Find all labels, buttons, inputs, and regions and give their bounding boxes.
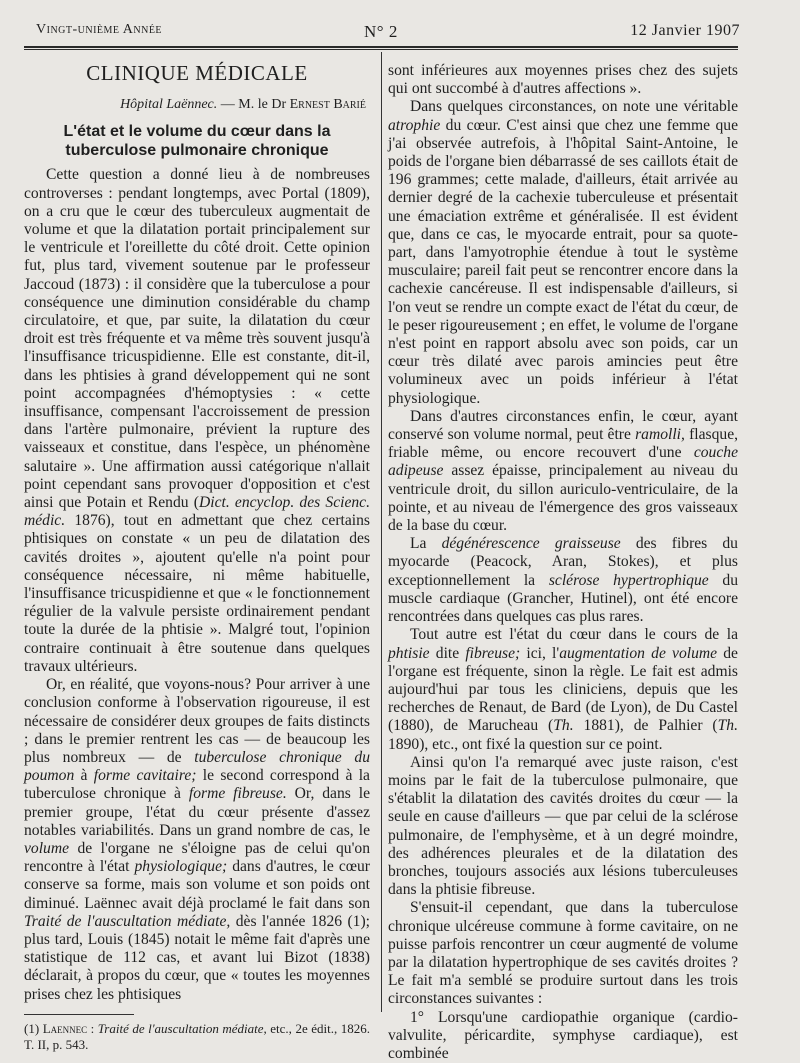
paragraph: 1° Lorsqu'une cardiopathie organique (cardio-valvulite, péricardite, symphyse cardiaque), est combinée — [388, 1008, 738, 1062]
header-volume: Vingt-unième Année — [36, 22, 163, 37]
paragraph: La dégénérescence graisseuse des fibres du myocarde (Peacock, Aran, Stokes), et plus exceptionnellement la sclérose hypertrophique du muscle cardiaque (Grancher, Hutinel), ont été encore rencontrées dans quelques cas plus rares. — [388, 535, 739, 626]
header-date: 12 Janvier 1907 — [630, 22, 740, 39]
paragraph: S'ensuit-il cependant, que dans la tuberculose chronique ulcéreuse commune à forme cavitaire, on ne puisse parfois rencontrer un cœur augmenté de volume par la dilatation hypertrophique de ses cavités droites ? Le fait m'a semblé se produire surtout dans les trois circonstances suivantes : — [388, 899, 738, 1008]
paragraph: Tout autre est l'état du cœur dans le cours de la phtisie dite fibreuse; ici, l'augmentation de volume de l'organe est fréquente, sinon la règle. Le fait est admis aujourd'hui par tous les cliniciens, depuis que les recherches de Renaut, de Bard (de Lyon), de Du Castel (1880), de Marucheau (Th. 1881), de Palhier (Th. 1890), etc., ont fixé la question sur ce point. — [388, 626, 738, 753]
header-rule — [24, 46, 738, 48]
paragraph: sont inférieures aux moyennes prises chez des sujets qui ont succombé à d'autres affections ». — [388, 62, 738, 98]
byline-author: Ernest Barié — [289, 97, 366, 113]
paragraph: Cette question a donné lieu à de nombreuses controverses : pendant longtemps, avec Portal (1809), on a cru que le cœur des tuberculeux augmentait de volume et que la dilatation portait principalement sur le ventricule et l'oreillette du côté droit. Cette opinion fut, plus tard, vivement soutenue par le professeur Jaccoud (1873) : il considère que la tuberculose a pour conséquence une diminution considérable du champ circulatoire, et que, par suite, la dilatation du cœur droit est très fréquente et va même très souvent jusqu'à l'insuffisance tricuspidienne. Elle est constante, dit-il, dans les phtisies à grand développement qui ne sont point accompagnées d'hémoptysies : « cette insuffisance, compensant l'accroissement de pression dans l'artère pulmonaire, prévient la rupture des vaisseaux et constitue, dans l'espèce, un phénomène salutaire ». Une affirmation aussi catégorique n'allait point cependant sans provoquer d'opposition et c'est ainsi que Potain et Rendu (Dict. encyclop. des Scienc. médic. 1876), tout en admettant que chez certains phtisiques on constate « un peu de dilatation des cavités droites », ajoutent qu'elle n'a point pour conséquence nécessaire, ni même habituelle, l'insuffisance tricuspidienne et que « le fonctionnement régulier de la valvule persiste ordinairement pendant toute la durée de la phtisie ». Malgré tout, l'opinion contraire continuait à être soutenue dans quelques travaux ultérieurs. — [24, 166, 370, 675]
paragraph: Dans quelques circonstances, on note une véritable atrophie du cœur. C'est ainsi que chez une femme que j'ai observée autrefois, à l'hôpital Saint-Antoine, le poids de l'organe bien débarrassé de ses caillots était de 196 grammes; cette malade, d'ailleurs, était arrivée au dernier degré de la cachexie tuberculeuse et présentait une émaciation extrême et généralisée. Il est évident que, dans ce cas, le myocarde entrait, pour sa quote-part, dans l'amyotrophie étendue à tout le système musculaire; pareil fait peut se rencontrer encore dans la cachexie cancéreuse. Il est indispensable d'ailleurs, si l'on veut se rendre un compte exact de l'état du cœur, de le peser rigoureusement ; en effet, le volume de l'organe n'est point en rapport absolu avec son poids, car un cœur très dilaté avec parois amincies peut être volumineux avec un poids inférieur à l'état physiologique. — [388, 98, 738, 407]
footnote-rule — [24, 1014, 134, 1015]
paragraph: Or, en réalité, que voyons-nous? Pour arriver à une conclusion conforme à l'observation rigoureuse, il est nécessaire de considérer deux groupes de faits distincts ; dans le premier rentrent les cas — de beaucoup les plus nombreux — de tuberculose chronique du poumon à forme cavitaire; le second correspond à la tuberculose chronique à forme fibreuse. Or, dans le premier groupe, l'état du cœur présente d'assez notables variabilités. Dans un grand nombre de cas, le volume de l'organe ne s'éloigne pas de celui qu'on rencontre à l'état physiologique; dans d'autres, le cœur conserve sa forme, mais son volume et son poids ont diminué. Laënnec avait déjà proclamé le fait dans son Traité de l'auscultation médiate, dès l'année 1826 (1); plus tard, Louis (1845) notait le même fait d'après une statistique de 112 cas, et avant lui Bizot (1838) déclarait, à propos du cœur, que « toutes les moyennes prises chez les phtisiques — [24, 676, 371, 1003]
footnote: (1) Laennec : Traité de l'auscultation médiate, etc., 2e édit., 1826. T. II, p. 543. — [24, 1020, 370, 1052]
column-divider — [381, 52, 382, 1012]
left-column — [24, 56, 370, 1053]
header-issue-number: N° 2 — [364, 22, 398, 41]
byline — [24, 96, 370, 114]
paragraph: Ainsi qu'on l'a remarqué avec juste raison, c'est moins par le fait de la tuberculose pulmonaire, que s'établit la dilatation des cavités droites du cœur — la seule en cause d'ailleurs — que par celui de la sclérose pulmonaire, de l'emphysème, et à un degré moindre, des adhérences pleurales et de la dilatation des bronches, toujours associés aux lésions tuberculeuses dans la phtisie fibreuse. — [388, 753, 738, 899]
article-title: L'état et le volume du cœur dans la tuberculose pulmonaire chronique — [63, 123, 331, 160]
section-title: CLINIQUE MÉDICALE — [86, 61, 308, 85]
right-column — [388, 62, 738, 1063]
byline-separator: — M. le Dr — [217, 97, 290, 113]
header-rule-thin — [24, 49, 738, 50]
page-header — [22, 18, 740, 44]
byline-hospital: Hôpital Laënnec. — [120, 97, 218, 113]
paragraph: Dans d'autres circonstances enfin, le cœur, ayant conservé son volume normal, peut être ramolli, flasque, friable même, ou encore recouvert d'une couche adipeuse assez épaisse, principalement au niveau du ventricule droit, du sillon auriculo-ventriculaire, de la pointe, et au niveau de l'émergence des gros vaisseaux de la base du cœur. — [388, 407, 739, 535]
